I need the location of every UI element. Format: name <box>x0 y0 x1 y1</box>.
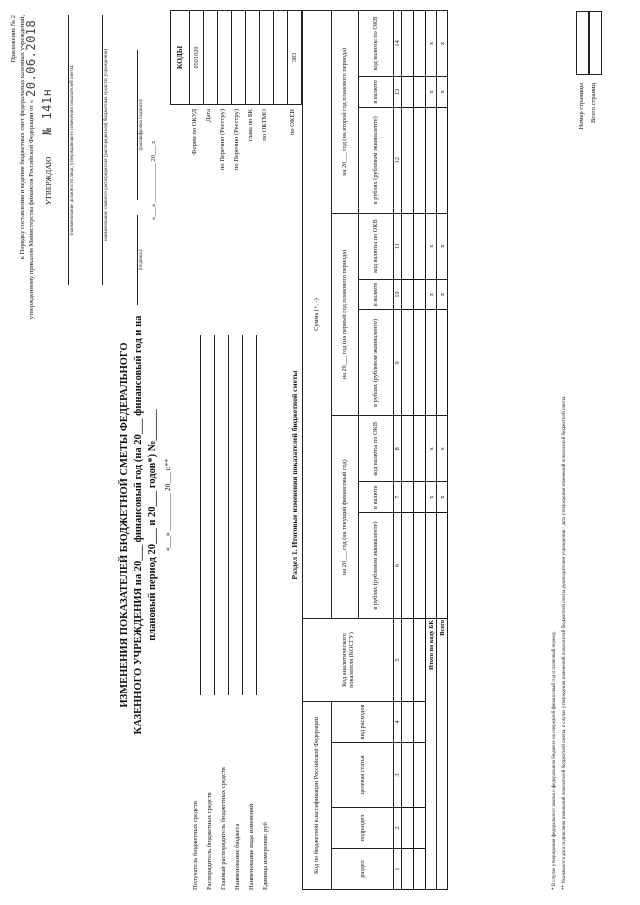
x-mark: x <box>426 11 437 77</box>
th-year-current: на 20___ год (на текущий финансовый год) <box>332 416 359 619</box>
th-cur-rub: в рублях (рублевом эквиваленте) <box>359 513 394 619</box>
code-oktmo <box>260 11 274 105</box>
x-mark: x <box>437 213 448 279</box>
footnote-2: ** Указывается дата подписания изменений показателей бюджетной сметы, в случае утверждения изменений показателей бюджетной сметы руководителем учреждения - дата утверждения изменений показателей бюджетной сметы. <box>562 395 567 890</box>
code-registry-2 <box>232 11 246 105</box>
title-line-2: КАЗЕННОГО УЧРЕЖДЕНИЯ на 20___ финансовый год (на 20___ финансовый год и на <box>133 315 144 735</box>
table-cell <box>437 310 448 416</box>
handwritten-date: 20.06.2018 <box>24 19 38 97</box>
table-cell <box>402 279 414 310</box>
approve-label: УТВЕРЖДАЮ <box>44 156 53 205</box>
x-mark: x <box>426 279 437 310</box>
label-date: Дата <box>205 109 212 122</box>
total-bk-label: Итого по коду БК <box>426 619 437 890</box>
table-cell <box>414 513 426 619</box>
th-razdel: раздел <box>332 849 394 890</box>
th-year-first: на 20___ год (на первый год планового периода) <box>332 213 359 416</box>
col-num-3: 3 <box>394 743 402 808</box>
th-podrazdel: подраздел <box>332 808 394 849</box>
table-cell <box>402 849 414 890</box>
order-line-2: утвержденному приказом Министерства финансов Российской Федерации от « <box>28 100 35 320</box>
col-num-2: 2 <box>394 808 402 849</box>
table-cell <box>414 76 426 107</box>
x-mark: x <box>426 416 437 482</box>
x-mark: x <box>426 213 437 279</box>
x-mark: x <box>437 279 448 310</box>
page-number-label: Номер страницы <box>578 83 585 130</box>
pages-total-box <box>588 11 602 75</box>
col-num-10: 10 <box>394 279 402 310</box>
table-cell <box>414 702 426 743</box>
th-target: целевая статья <box>332 743 394 808</box>
col-num-6: 6 <box>394 513 402 619</box>
th-year-second: на 20___ год (на второй год планового периода) <box>332 11 359 214</box>
label-oktmo: по ОКТМО <box>261 109 268 141</box>
info-distributor: Распорядитель бюджетных средств <box>206 792 213 890</box>
info-recipient-line <box>200 335 201 695</box>
table-cell <box>402 11 414 77</box>
head-line <box>102 15 103 285</box>
table-cell <box>402 702 414 743</box>
table-cell <box>402 107 414 213</box>
table-cell <box>402 743 414 808</box>
table-cell <box>437 107 448 213</box>
x-mark: x <box>437 11 448 77</box>
th-second-val: в валюте <box>359 76 394 107</box>
table-row <box>414 11 426 890</box>
info-recipient: Получатель бюджетных средств <box>192 801 199 890</box>
label-bk: глава по БК <box>247 109 254 142</box>
th-second-okv: код валюты по ОКВ <box>359 11 394 77</box>
table-cell <box>402 513 414 619</box>
col-num-7: 7 <box>394 482 402 513</box>
th-first-rub: в рублях (рублевом эквиваленте) <box>359 310 394 416</box>
th-first-val: в валюте <box>359 279 394 310</box>
col-num-14: 14 <box>394 11 402 77</box>
label-okei: по ОКЕИ <box>289 109 296 136</box>
appendix-label: Приложение № 2 <box>10 15 17 63</box>
section-title: Раздел 1. Итоговые изменения показателей бюджетной сметы <box>290 370 299 580</box>
table-row-total-bk <box>426 11 437 890</box>
table-cell <box>437 513 448 619</box>
table-cell <box>414 213 426 279</box>
info-distributor-line <box>214 335 215 695</box>
table-cell <box>426 513 437 619</box>
x-mark: x <box>437 76 448 107</box>
table-cell <box>414 279 426 310</box>
x-mark: x <box>437 482 448 513</box>
th-first-okv: код валюты по ОКВ <box>359 213 394 279</box>
order-line-1: к Порядку составления и ведения бюджетных смет федеральных казенных учреждений, <box>19 15 26 260</box>
x-mark: x <box>437 416 448 482</box>
col-num-9: 9 <box>394 310 402 416</box>
table-cell <box>414 107 426 213</box>
total-all-label: Всего <box>437 619 448 890</box>
title-line-3: плановый период 20___ и 20___ годов*) №______ <box>147 409 158 641</box>
position-line <box>68 15 69 285</box>
code-registry-1 <box>218 11 232 105</box>
th-sum: Сумма (+, -) <box>303 11 332 619</box>
info-change-type-line <box>256 335 257 695</box>
th-cur-okv: код валюты по ОКВ <box>359 416 394 482</box>
th-second-rub: в рублях (рублевом эквиваленте) <box>359 107 394 213</box>
table-cell <box>426 107 437 213</box>
table-cell <box>414 619 426 702</box>
decode-line <box>137 50 138 200</box>
codes-header: КОДЫ <box>171 11 190 105</box>
label-okud: Форма по ОКУД <box>191 109 198 155</box>
col-num-4: 4 <box>394 702 402 743</box>
caption-signature: (подпись) <box>139 249 144 271</box>
table-cell <box>414 482 426 513</box>
info-budget-line <box>242 335 243 695</box>
label-registry-2: по Перечню (Реестру) <box>233 109 240 171</box>
caption-head: наименование главного распорядителя (распорядителя) бюджетных средств; учреждения) <box>104 49 109 241</box>
table-row-total <box>437 11 448 890</box>
col-num-12: 12 <box>394 107 402 213</box>
table-cell <box>414 743 426 808</box>
code-okei: 383 <box>288 11 302 105</box>
th-bk: Код по бюджетной классификации Российской Федерации <box>303 702 332 890</box>
footnote-1: * В случае утверждения федерального закона о федеральном бюджете на очередной финансовый год и плановый период. <box>552 631 557 890</box>
main-table <box>302 10 448 890</box>
codes-table <box>170 10 302 105</box>
info-main-distributor-line <box>228 335 229 695</box>
th-kosgu: Код аналитического показателя (КОСГУ) <box>303 619 394 702</box>
caption-position: (наименование должности лица, утверждающего изменения показателей сметы; <box>70 64 75 236</box>
th-vid: вид расходов <box>332 702 394 743</box>
col-num-1: 1 <box>394 849 402 890</box>
table-cell <box>402 76 414 107</box>
x-mark: x <box>426 482 437 513</box>
table-cell <box>402 213 414 279</box>
info-budget: Наименование бюджета <box>234 823 241 890</box>
info-main-distributor: Главный распорядитель бюджетных средств <box>220 767 227 890</box>
table-cell <box>402 310 414 416</box>
table-cell <box>402 619 414 702</box>
title-date: «___» __________ 20___ г.** <box>163 458 172 552</box>
table-cell <box>414 849 426 890</box>
code-date <box>204 11 218 105</box>
info-change-type: Наименование вида изменений <box>248 803 255 890</box>
table-cell <box>402 808 414 849</box>
table-cell <box>414 11 426 77</box>
table-cell <box>426 310 437 416</box>
label-registry-1: по Перечню (Реестру) <box>219 109 226 171</box>
table-row <box>402 11 414 890</box>
table-cell <box>414 416 426 482</box>
code-bk <box>246 11 260 105</box>
th-cur-val: в валюте <box>359 482 394 513</box>
pages-total-label: Всего страниц <box>590 83 597 123</box>
table-cell <box>402 482 414 513</box>
code-empty <box>274 11 288 105</box>
order-number: № 141н <box>40 88 54 135</box>
col-num-13: 13 <box>394 76 402 107</box>
col-num-11: 11 <box>394 213 402 279</box>
col-num-8: 8 <box>394 416 402 482</box>
info-unit: Единица измерения: руб <box>262 822 269 890</box>
col-num-5: 5 <box>394 619 402 702</box>
approval-date-line: «___» ____________ 20___ г. <box>150 140 157 220</box>
table-cell <box>402 416 414 482</box>
table-cell <box>414 808 426 849</box>
caption-decode: (расшифровка подписи) <box>139 99 144 151</box>
title-line-1: ИЗМЕНЕНИЯ ПОКАЗАТЕЛЕЙ БЮДЖЕТНОЙ СМЕТЫ ФЕДЕРАЛЬНОГО <box>119 342 130 708</box>
x-mark: x <box>426 76 437 107</box>
table-cell <box>414 310 426 416</box>
code-okud: 0501020 <box>190 11 204 105</box>
